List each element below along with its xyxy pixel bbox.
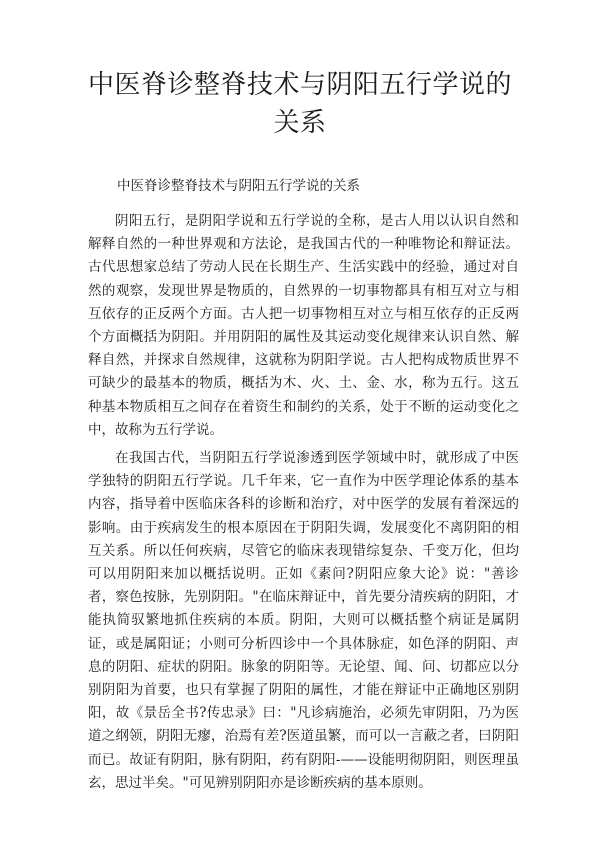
body-paragraph-1: 阴阳五行，是阴阳学说和五行学说的全称，是古人用以认识自然和解释自然的一种世界观和方法论，是我国古代的一种唯物论和辩证法。古代思想家总结了劳动人民在长期生产、生活实践中的经验，通过对自然的观察，发现世界是物质的，自然界的一切事物都具有相互对立与相互依存的正反两个方面。古人把一切事物相互对立与相互依存的正反两个方面概括为阴阳。并用阴阳的属性及其运动变化规律来认识自然、解释自然，并探求自然规律，这就称为阴阳学说。古人把构成物质世界不可缺少的最基本的物质，概括为木、火、土、金、水，称为五行。这五种基本物质相互之间存在着资生和制约的关系，处于不断的运动变化之中，故称为五行学说。 xyxy=(88,213,519,438)
document-subtitle: 中医脊诊整脊技术与阴阳五行学说的关系 xyxy=(117,178,360,194)
document-title: 中医脊诊整脊技术与阴阳五行学说的关系 xyxy=(87,70,512,138)
body-paragraph-2: 在我国古代，当阴阳五行学说渗透到医学领域中时，就形成了中医学独特的阴阳五行学说。几千年来，它一直作为中医学理论体系的基本内容，指导着中医临床各科的诊断和治疗，对中医学的发展有着深远的影响。由于疾病发生的根本原因在于阴阳失调，发展变化不离阴阳的相互关系。所以任何疾病，尽管它的临床表现错综复杂、千变万化，但均可以用阴阳来加以概括说明。正如《素问?阴阳应象大论》说："善诊者，察色按脉，先别阴阳。"在临床辩证中，首先要分清疾病的阴阳，才能执简驭繁地抓住疾病的本质。阴阳，大则可以概括整个病证是属阴证，或是属阳证；小则可分析四诊中一个具体脉症，如色泽的阴阳、声息的阴阳、症状的阴阳。脉象的阴阳等。无论望、闻、问、切都应以分别阴阳为首要，也只有掌握了阴阳的属性，才能在辩证中正确地区别阴阳，故《景岳全书?传忠录》曰："凡诊病施治，必须先审阴阳，乃为医道之纲领，阴阳无瘳，治焉有差?医道虽繁，而可以一言蔽之者，曰阴阳而已。故证有阴阳，脉有阴阳，药有阴阳-——设能明彻阴阳，则医理虽玄，思过半矣。"可见辨别阴阳亦是诊断疾病的基本原则。 xyxy=(88,450,519,791)
